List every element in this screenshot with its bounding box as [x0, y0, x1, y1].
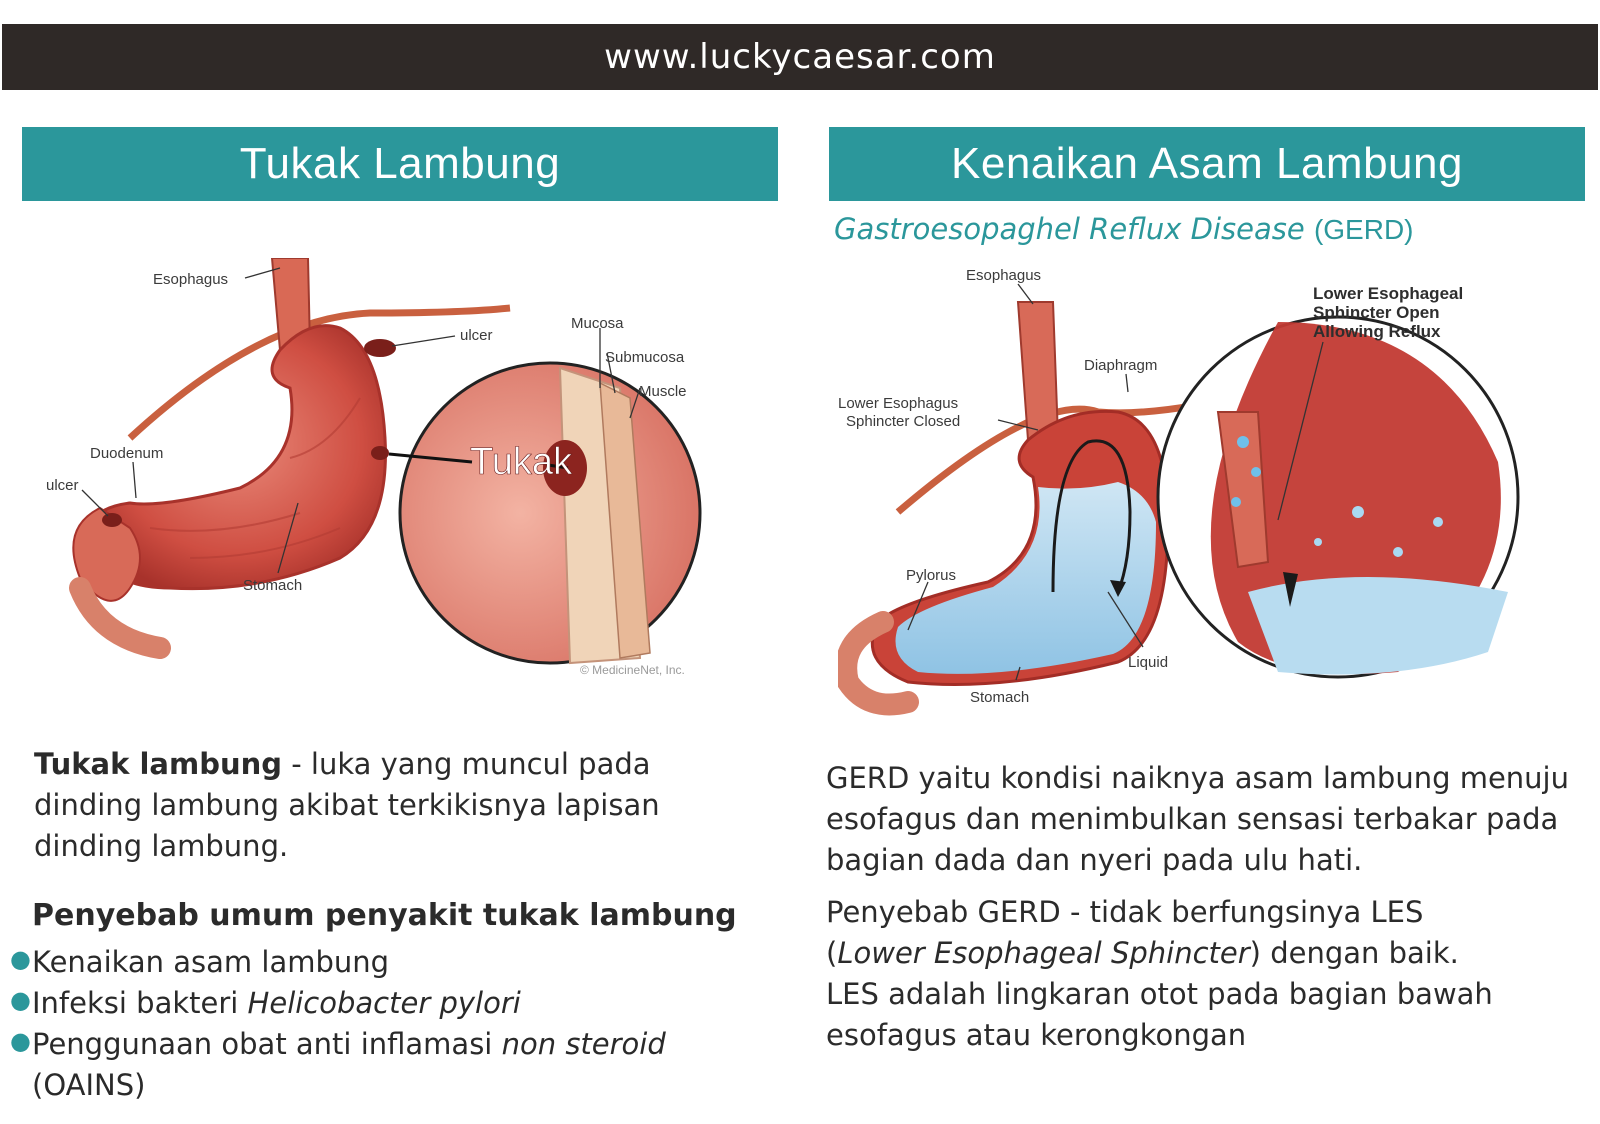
gerd-illustration — [838, 262, 1558, 732]
label-duodenum: Duodenum — [90, 445, 164, 462]
label-muscle: Muscle — [639, 383, 687, 400]
bullet-icon: ● — [10, 1027, 31, 1055]
gerd-definition: GERD yaitu kondisi naiknya asam lambung menuju esofagus dan menimbulkan sensasi terbakar pada bagian dada dan nyeri pada ulu hati. — [826, 761, 1569, 877]
label-gerd-esophagus: Esophagus — [966, 267, 1042, 284]
label-submucosa: Submucosa — [605, 349, 685, 366]
gerd-cause — [826, 892, 1596, 1056]
label-mucosa: Mucosa — [571, 315, 624, 332]
label-les-open-2: Sphincter Open — [1313, 303, 1440, 322]
gerd-subtitle — [834, 212, 1413, 246]
list-item — [10, 942, 730, 983]
site-url[interactable]: www.luckycaesar.com — [604, 37, 996, 77]
cause-2-prefix: Infeksi bakteri — [32, 986, 248, 1020]
gerd-subtitle-full: Gastroesopaghel Reflux Disease — [834, 212, 1305, 246]
label-les-closed-2: Sphincter Closed — [846, 413, 961, 430]
cause-1: Kenaikan asam lambung — [32, 945, 390, 979]
gerd-cause-italic: Lower Esophageal Sphincter — [837, 936, 1250, 970]
gerd-cause-close: ) dengan baik. — [1249, 936, 1459, 970]
label-liquid: Liquid — [1128, 654, 1169, 671]
bullet-icon: ● — [10, 986, 31, 1014]
cause-3-italic: non steroid — [501, 1027, 666, 1061]
ulcer-definition — [34, 744, 724, 867]
label-stomach: Stomach — [243, 577, 303, 594]
bullet-icon: ● — [10, 945, 31, 973]
stomach-ulcer-illustration — [40, 258, 720, 698]
label-gerd-stomach: Stomach — [970, 689, 1030, 706]
gerd-subtitle-abbr: (GERD) — [1313, 214, 1414, 245]
label-copyright: © MedicineNet, Inc. — [580, 663, 685, 677]
label-les-closed-1: Lower Esophagus — [838, 395, 959, 412]
list-item — [10, 1024, 730, 1106]
ulcer-term: Tukak lambung — [34, 747, 283, 781]
list-item — [10, 983, 730, 1024]
ulcer-definition-text: - luka yang muncul pada dinding lambung akibat terkikisnya lapisan dinding lambung. — [34, 747, 660, 863]
right-panel-title: Kenaikan Asam Lambung — [829, 127, 1585, 201]
label-pylorus: Pylorus — [906, 567, 957, 584]
cause-2-italic: Helicobacter pylori — [247, 986, 521, 1020]
causes-title: Penyebab umum penyakit tukak lambung — [32, 898, 737, 933]
left-panel-title: Tukak Lambung — [22, 127, 778, 201]
label-diaphragm: Diaphragm — [1084, 357, 1158, 374]
site-banner — [2, 24, 1598, 90]
gerd-cause-prefix: Penyebab GERD - tidak berfungsinya LES — [826, 895, 1424, 929]
cause-3-suffix: (OAINS) — [32, 1068, 146, 1102]
label-tukak: Tukak — [470, 441, 573, 483]
gerd-cause-open: ( — [826, 936, 838, 970]
label-ulcer-top: ulcer — [460, 327, 493, 344]
cause-3-prefix: Penggunaan obat anti inflamasi — [32, 1027, 502, 1061]
les-definition: LES adalah lingkaran otot pada bagian bawah esofagus atau kerongkongan — [826, 977, 1493, 1052]
label-les-open-3: Allowing Reflux — [1313, 322, 1441, 341]
label-esophagus: Esophagus — [153, 271, 229, 288]
label-ulcer-left: ulcer — [46, 477, 79, 494]
causes-list — [10, 942, 730, 1106]
label-les-open-1: Lower Esophageal — [1313, 284, 1464, 303]
